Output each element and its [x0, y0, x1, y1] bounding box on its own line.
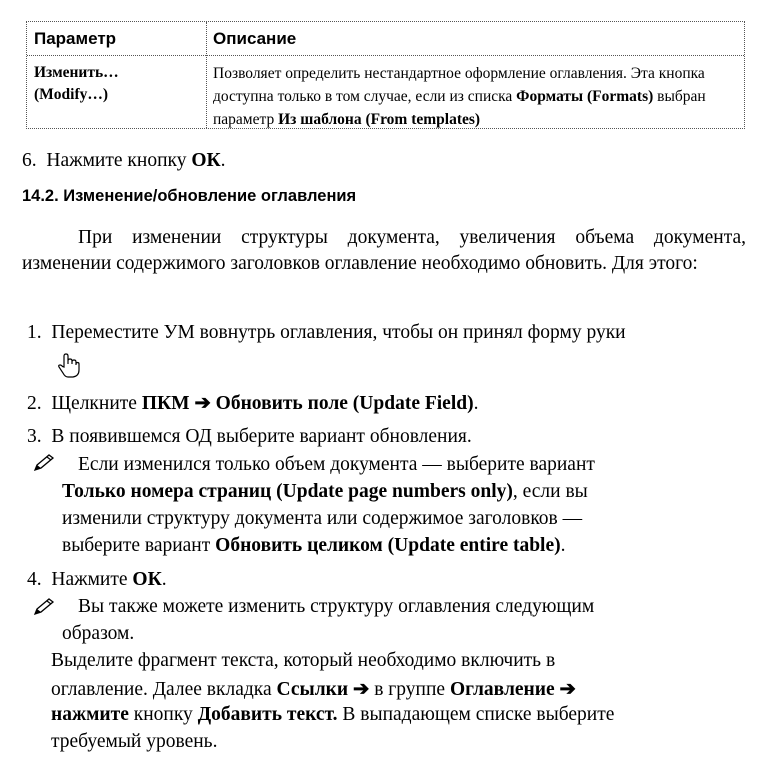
final-bold-add-text: Добавить текст. — [197, 704, 338, 725]
note1-line3: изменили структуру документа или содержимое заголовков — — [62, 508, 583, 529]
step-1 — [27, 322, 626, 344]
note2-line2: образом. — [62, 623, 135, 644]
note1-bold-page-numbers: Только номера страниц (Update page numbers only) — [62, 481, 513, 502]
arrow-right-icon: ➔ — [194, 393, 211, 414]
step-text: Переместите УМ вовнутрь оглавления, чтобы он принял форму руки — [51, 322, 626, 343]
step-3 — [27, 426, 472, 448]
final-line1: Выделите фрагмент текста, который необходимо включить в — [51, 650, 556, 671]
step-text: Нажмите — [51, 569, 133, 590]
note1-line2 — [62, 481, 588, 503]
table-cell-description — [213, 62, 738, 131]
step-number: 2. — [27, 393, 42, 414]
param-name-en: (Modify…) — [34, 86, 109, 103]
step-2 — [27, 391, 478, 415]
step-text: Нажмите кнопку — [46, 150, 192, 171]
table-header-row — [27, 22, 744, 56]
step-number: 1. — [27, 322, 42, 343]
param-name-ru: Изменить… — [34, 64, 119, 81]
table-header-description: Описание — [213, 29, 297, 48]
final-line3 — [51, 704, 614, 726]
step-number: 6. — [22, 150, 37, 171]
step-bold-pkm: ПКМ — [141, 393, 190, 414]
step-4 — [27, 569, 167, 591]
desc-bold-from-templates: Из шаблона (From templates) — [278, 111, 481, 128]
note1-text: , если вы — [512, 481, 588, 502]
table-header-parameter: Параметр — [34, 29, 117, 48]
final-text: в группе — [369, 679, 450, 700]
step-bold-update-field: Обновить поле (Update Field) — [215, 393, 474, 414]
table-cell-parameter — [34, 62, 119, 106]
final-text: оглавление. Далее вкладка — [51, 679, 277, 700]
table-column-divider — [206, 22, 207, 128]
note1-bold-entire-table: Обновить целиком (Update entire table) — [215, 535, 561, 556]
note1-end: . — [560, 535, 566, 556]
note1-line1: Если изменился только объем документа — выберите вариант — [78, 454, 595, 475]
step-bold-ok: ОК — [132, 569, 162, 590]
hand-cursor-icon — [57, 352, 81, 380]
step-number: 3. — [27, 426, 42, 447]
step-end: . — [161, 569, 167, 590]
step-bold-ok: ОК — [191, 150, 221, 171]
desc-bold-formats: Форматы (Formats) — [516, 88, 654, 105]
note1-text: выберите вариант — [62, 535, 216, 556]
final-bold-links: Ссылки — [276, 679, 349, 700]
desc-text-2: выбран параметр — [213, 88, 706, 128]
section-heading: 14.2. Изменение/обновление оглавления — [22, 187, 357, 205]
pencil-note-icon — [32, 453, 56, 473]
step-6 — [22, 150, 226, 172]
final-line2 — [51, 677, 576, 701]
final-bold-press: нажмите — [51, 704, 129, 725]
final-line4: требуемый уровень. — [51, 731, 218, 752]
final-text: кнопку — [128, 704, 198, 725]
final-bold-toc: Оглавление — [449, 679, 555, 700]
pencil-note-icon — [32, 597, 56, 617]
final-text: В выпадающем списке выберите — [337, 704, 615, 725]
note2-line1: Вы также можете изменить структуру оглавления следующим — [78, 596, 595, 617]
note1-line4 — [62, 535, 566, 557]
step-end: . — [220, 150, 226, 171]
step-text: В появившемся ОД выберите вариант обновления. — [51, 426, 472, 447]
step-end: . — [473, 393, 479, 414]
parameters-table — [26, 21, 745, 129]
desc-text-1: Позволяет определить нестандартное оформление оглавления. Эта кнопка доступна только в том случае, если из списка — [213, 65, 705, 105]
arrow-right-icon: ➔ — [353, 679, 370, 700]
arrow-right-icon: ➔ — [559, 679, 576, 700]
step-text: Щелкните — [51, 393, 142, 414]
intro-paragraph: При изменении структуры документа, увеличения объема документа, изменении содержимого заголовков оглавление необходимо обновить. Для этого: — [22, 227, 746, 274]
step-number: 4. — [27, 569, 42, 590]
